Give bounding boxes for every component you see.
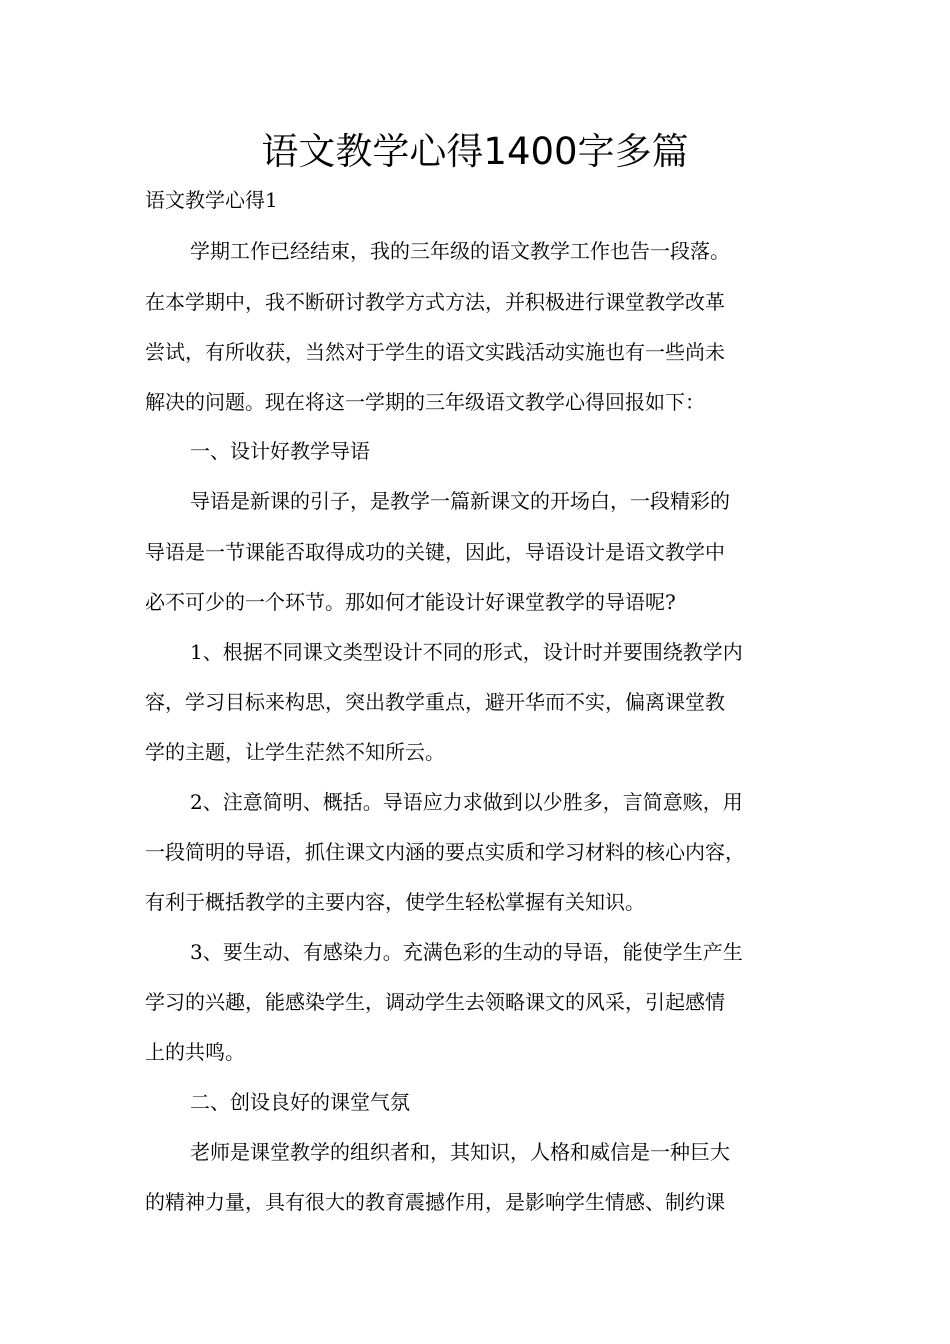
paragraph-line: 在本学期中，我不断研讨教学方式方法，并积极进行课堂教学改革 [145, 290, 725, 314]
paragraph-line: 的精神力量，具有很大的教育震撼作用，是影响学生情感、制约课 [145, 1190, 725, 1214]
section-heading: 语文教学心得1 [145, 188, 278, 212]
document-title: 语文教学心得1400字多篇 [261, 130, 689, 173]
paragraph-line: 3、要生动、有感染力。充满色彩的生动的导语，能使学生产生 [190, 940, 743, 964]
paragraph-line: 容，学习目标来构思，突出教学重点，避开华而不实，偏离课堂教 [145, 690, 725, 714]
paragraph-line: 学习的兴趣，能感染学生，调动学生去领略课文的风采，引起感情 [145, 990, 725, 1014]
paragraph-line: 导语是一节课能否取得成功的关键，因此，导语设计是语文教学中 [145, 540, 725, 564]
paragraph-line: 导语是新课的引子，是教学一篇新课文的开场白，一段精彩的 [190, 489, 730, 513]
paragraph-line: 解决的问题。现在将这一学期的三年级语文教学心得回报如下： [145, 390, 705, 414]
paragraph-line: 2、注意简明、概括。导语应力求做到以少胜多，言简意赅，用 [190, 790, 743, 814]
paragraph-line: 必不可少的一个环节。那如何才能设计好课堂教学的导语呢? [145, 590, 676, 614]
paragraph-line: 有利于概括教学的主要内容，使学生轻松掌握有关知识。 [145, 890, 645, 914]
paragraph-line: 学期工作已经结束，我的三年级的语文教学工作也告一段落。 [190, 239, 730, 263]
paragraph-line: 学的主题，让学生茫然不知所云。 [145, 740, 445, 764]
paragraph-line: 一段简明的导语，抓住课文内涵的要点实质和学习材料的核心内容， [145, 840, 745, 864]
subheading-line: 二、创设良好的课堂气氛 [190, 1090, 410, 1114]
subheading-line: 一、设计好教学导语 [190, 439, 370, 463]
paragraph-line: 1、根据不同课文类型设计不同的形式，设计时并要围绕教学内 [190, 640, 743, 664]
paragraph-line: 上的共鸣。 [145, 1040, 245, 1064]
paragraph-line: 老师是课堂教学的组织者和，其知识，人格和威信是一种巨大 [190, 1140, 730, 1164]
paragraph-line: 尝试，有所收获，当然对于学生的语文实践活动实施也有一些尚未 [145, 340, 725, 364]
